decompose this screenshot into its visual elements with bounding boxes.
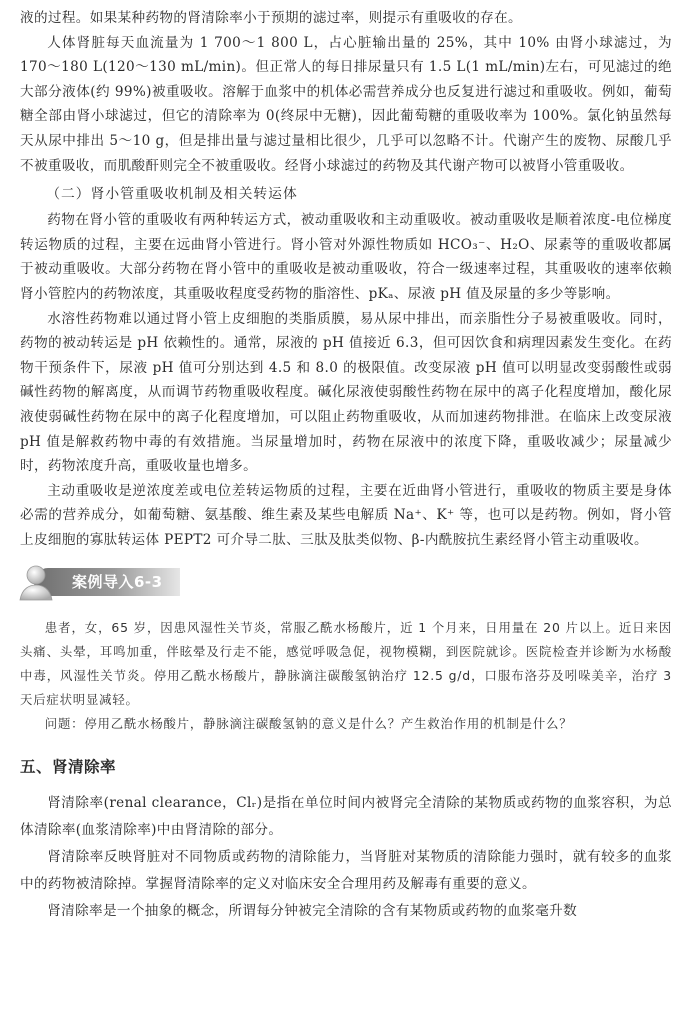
paragraph-clearance-definition: 肾清除率(renal clearance，Clᵣ)是指在单位时间内被肾完全清除的某物质或药物的血浆容积，为总体清除率(血浆清除率)中由肾清除的部分。 xyxy=(20,795,672,839)
paragraph-clearance-concept: 肾清除率是一个抽象的概念，所谓每分钟被完全清除的含有某物质或药物的血浆毫升数 xyxy=(47,903,578,920)
paragraph-urine-ph: 水溶性药物难以通过肾小管上皮细胞的类脂质膜，易从尿中排出，而亲脂性分子易被重吸收。同时，药物的被动转运是 pH 依赖性的。通常，尿液的 pH 值接近 6.3，但可因饮食和病理因素发生变化。在药物干预条件下，尿液 pH 值可分别达到 4.5 和 8.0 的极限值。改变尿液 pH 值可以明显改变弱酸性或弱碱性药物的解离度，从而调节药物重吸收程度。碱化尿液使弱酸性药物在尿中的离子化程度增加，酸化尿液使弱碱性药物在尿中的离子化程度增加，可以阻止药物重吸收，从而加速药物排泄。在临床上改变尿液 pH 值是解救药物中毒的有效措施。当尿量增加时，药物在尿液中的浓度下降，重吸收减少；尿量减少时，药物浓度升高，重吸收量也增多。 xyxy=(20,310,672,475)
case-description: 患者，女，65 岁，因患风湿性关节炎，常服乙酰水杨酸片，近 1 个月来，日用量在 20 片以上。近日来因头痛、头晕，耳鸣加重，伴眩晕及行走不能，感觉呼吸急促，视物模糊，到医院就诊。医院检查并诊断为水杨酸中毒，风湿性关节炎。停用乙酰水杨酸片，静脉滴注碳酸氢钠治疗 12.5 g/d，口服布洛芬及吲哚美辛，治疗 3 天后症状明显减轻。 xyxy=(20,620,672,708)
subheading-reabsorption-mechanism: （二）肾小管重吸收机制及相关转运体 xyxy=(46,186,298,203)
renal-clearance-body xyxy=(20,790,672,925)
section-heading-renal-clearance: 五、肾清除率 xyxy=(20,758,117,777)
case-question: 问题：停用乙酰水杨酸片，静脉滴注碳酸氢钠的意义是什么？产生救治作用的机制是什么？ xyxy=(44,716,573,732)
paragraph-active-reabsorption: 主动重吸收是逆浓度差或电位差转运物质的过程，主要在近曲肾小管进行，重吸收的物质主要是身体必需的营养成分，如葡萄糖、氨基酸、维生素及某些电解质 Na⁺、K⁺ 等，也可以是药物。例如，肾小管上皮细胞的寡肽转运体 PEPT2 可介导二肽、三肽及肽类似物、β-内酰胺抗生素经肾小管主动重吸收。 xyxy=(20,482,672,548)
paragraph-reabsorption-intro: 液的过程。如果某种药物的肾清除率小于预期的滤过率，则提示有重吸收的存在。 xyxy=(20,10,522,26)
case-banner-label: 案例导入6-3 xyxy=(72,573,163,592)
paragraph-clearance-significance: 肾清除率反映肾脏对不同物质或药物的清除能力，当肾脏对某物质的清除能力强时，就有较多的血浆中的药物被清除掉。掌握肾清除率的定义对临床安全合理用药及解毒有重要的意义。 xyxy=(20,849,672,893)
paragraph-renal-blood-flow: 人体肾脏每天血流量为 1 700～1 800 L，占心脏输出量的 25%，其中 10% 由肾小球滤过，为 170～180 L(120～130 mL/min)。但正常人的每日排尿量只有 1.5 L(1 mL/min)左右，可见滤过的绝大部分液体(约 99%)被重吸收。溶解于血浆中的机体必需营养成分也反复进行滤过和重吸收。例如，葡萄糖全部由肾小球滤过，但它的清除率为 0(终尿中无糖)，因此葡萄糖的重吸收率为 100%。氯化钠虽然每天从尿中排出 5～10 g，但是排出量与滤过量相比很少，几乎可以忽略不计。代谢产生的废物、尿酸几乎不被重吸收，而肌酸酐则完全不被重吸收。经肾小球滤过的药物及其代谢产物可以被肾小管重吸收。 xyxy=(20,34,672,174)
case-banner xyxy=(16,562,672,602)
paragraph-passive-active: 药物在肾小管的重吸收有两种转运方式，被动重吸收和主动重吸收。被动重吸收是顺着浓度-电位梯度转运物质的过程，主要在远曲肾小管进行。肾小管对外源性物质如 HCO₃⁻、H₂O、尿素等的重吸收都属于被动重吸收。大部分药物在肾小管中的重吸收是被动重吸收，符合一级速率过程，其重吸收的速率依赖肾小管腔内的药物浓度，其重吸收程度受药物的脂溶性、pKₐ、尿液 pH 值及尿量的多少等影响。 xyxy=(20,212,672,302)
case-content xyxy=(20,616,672,736)
person-icon xyxy=(16,562,56,602)
